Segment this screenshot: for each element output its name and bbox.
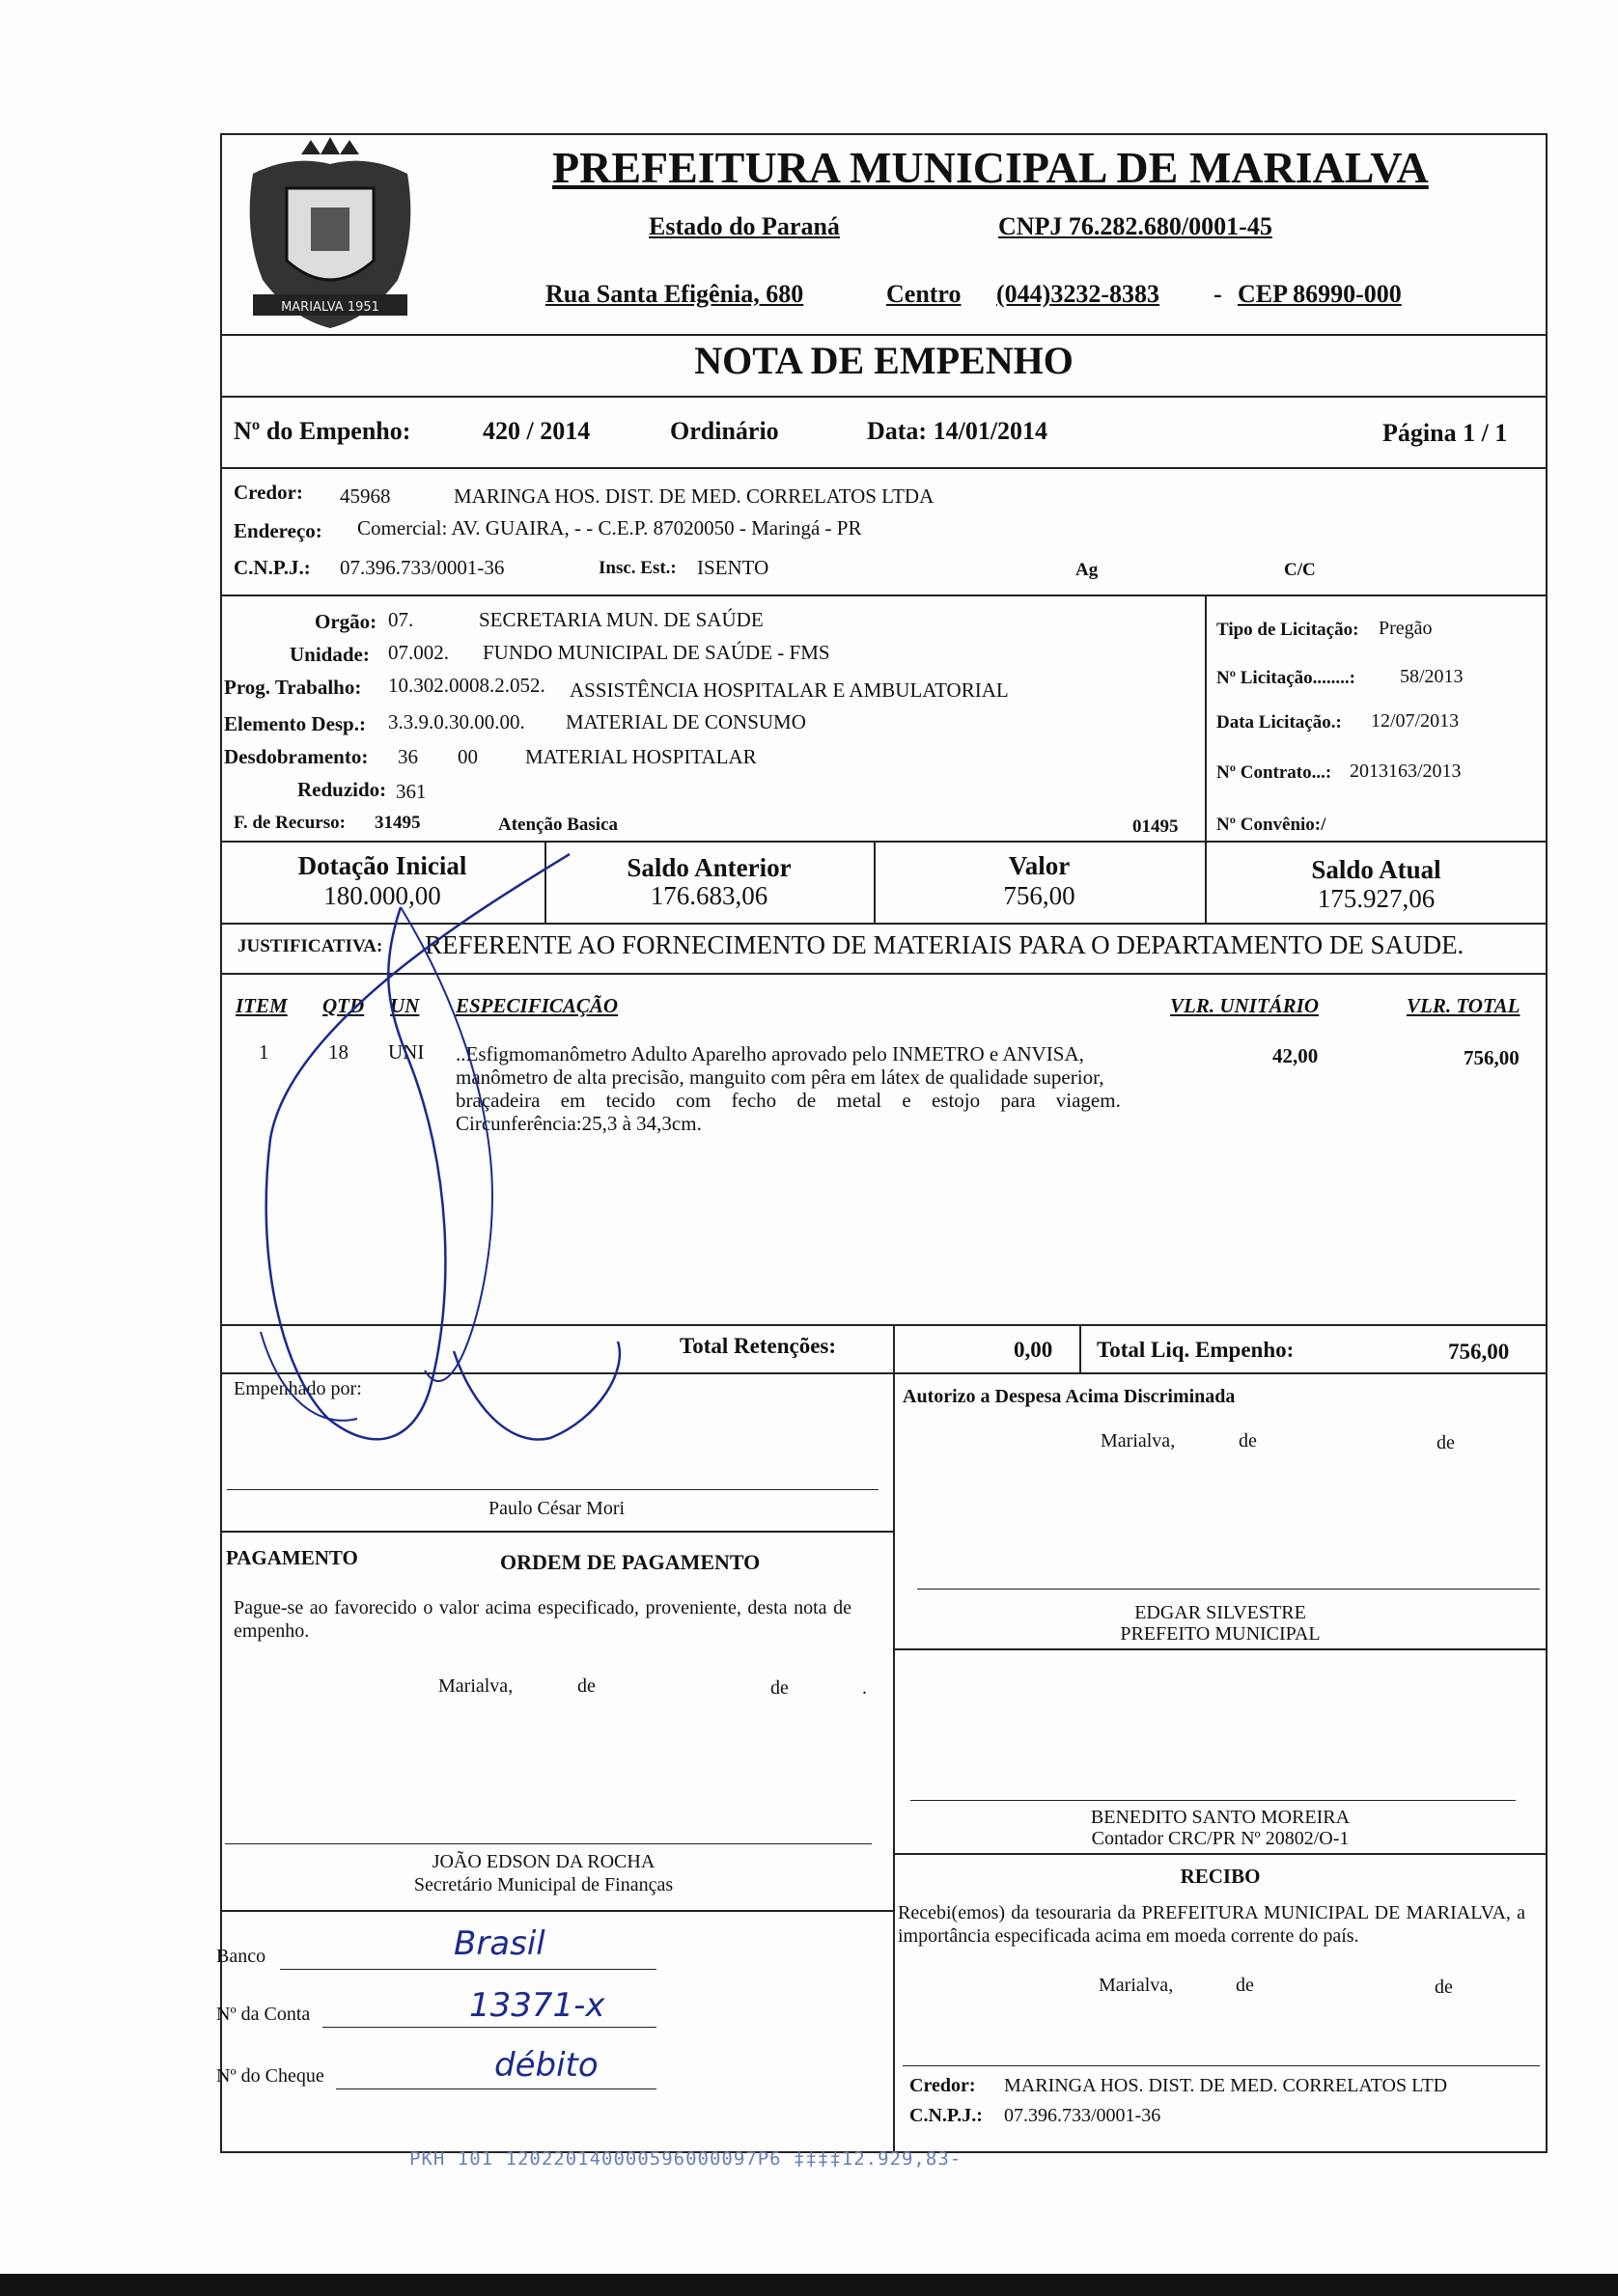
data-licitacao-value: 12/07/2013 xyxy=(1371,710,1460,732)
empenho-number: 420 / 2014 xyxy=(483,417,591,445)
endereco-text: Comercial: AV. GUAIRA, - - C.E.P. 87020050 - Maringá - PR xyxy=(357,516,862,539)
orgao-name: SECRETARIA MUN. DE SAÚDE xyxy=(479,608,764,631)
ag-label: Ag xyxy=(1075,560,1099,580)
recurso-code: 31495 xyxy=(375,813,421,833)
pagamento-de: de xyxy=(770,1677,789,1699)
conta-line xyxy=(322,2027,656,2028)
saldo-anterior-label: Saldo Anterior xyxy=(627,853,792,882)
conta-label: Nº da Conta xyxy=(216,2004,311,2025)
col-item: ITEM xyxy=(236,994,288,1017)
secretario-title: Secretário Municipal de Finanças xyxy=(413,1874,674,1895)
empenhado-label: Empenhado por: xyxy=(234,1378,362,1399)
total-liq-label: Total Liq. Empenho: xyxy=(1097,1338,1295,1362)
autorizo-city: Marialva, xyxy=(1101,1430,1176,1452)
empenhado-signer: Paulo César Mori xyxy=(488,1498,626,1519)
justificativa-label: JUSTIFICATIVA: xyxy=(237,936,383,956)
divider xyxy=(893,1324,895,1372)
signature-line xyxy=(227,1489,879,1490)
desdobramento-subcode: 00 xyxy=(458,745,478,768)
unidade-code: 07.002. xyxy=(388,641,449,664)
phone-text: (044)3232-8383 xyxy=(996,280,1159,308)
num-licitacao-label: Nº Licitação........: xyxy=(1216,668,1355,688)
item-qtd: 18 xyxy=(328,1040,349,1064)
desdobramento-label: Desdobramento: xyxy=(224,745,369,768)
saldo-atual-value: 175.927,06 xyxy=(1317,884,1436,913)
prog-name: ASSISTÊNCIA HOSPITALAR E AMBULATORIAL xyxy=(570,678,1009,702)
ordem-pagamento-label: ORDEM DE PAGAMENTO xyxy=(500,1550,761,1574)
retencoes-label: Total Retenções: xyxy=(680,1334,837,1358)
desdobramento-code: 36 xyxy=(398,745,418,768)
col-un: UN xyxy=(390,994,420,1017)
orgao-code: 07. xyxy=(388,608,414,631)
divider xyxy=(220,841,1548,843)
divider xyxy=(893,1372,895,2153)
centro-text: Centro xyxy=(886,280,962,308)
pagamento-de: de xyxy=(577,1675,596,1697)
divider xyxy=(220,334,1548,336)
credor-label: Credor: xyxy=(234,481,303,504)
recibo-cnpj: 07.396.733/0001-36 xyxy=(1004,2105,1161,2126)
credor-cnpj: 07.396.733/0001-36 xyxy=(340,556,505,579)
elemento-label: Elemento Desp.: xyxy=(224,712,366,735)
recibo-de: de xyxy=(1236,1975,1254,1996)
total-liq-value: 756,00 xyxy=(1448,1340,1510,1364)
contador-title: Contador CRC/PR Nº 20802/O-1 xyxy=(1091,1828,1350,1849)
banco-handwritten: Brasil xyxy=(454,1924,545,1963)
elemento-code: 3.3.9.0.30.00.00. xyxy=(388,710,525,733)
num-licitacao-value: 58/2013 xyxy=(1400,666,1464,687)
item-unit-value: 42,00 xyxy=(1272,1044,1319,1067)
recibo-label: RECIBO xyxy=(1180,1865,1261,1888)
empenho-date: Data: 14/01/2014 xyxy=(867,417,1048,445)
item-spec-line: manômetro de alta precisão, manguito com pêra em látex de qualidade superior, xyxy=(456,1065,1104,1089)
signature-line xyxy=(910,1800,1516,1801)
pagamento-text: Pague-se ao favorecido o valor acima especificado, proveniente, desta nota de empenho. xyxy=(234,1597,851,1642)
credor-name: MARINGA HOS. DIST. DE MED. CORRELATOS LTDA xyxy=(454,484,935,508)
page-number: Página 1 / 1 xyxy=(1382,419,1508,447)
contrato-label: Nº Contrato...: xyxy=(1216,762,1332,783)
signature-line xyxy=(903,2065,1540,2066)
recurso-number: 01495 xyxy=(1132,816,1179,837)
conta-handwritten: 13371-x xyxy=(469,1986,605,2025)
recibo-city: Marialva, xyxy=(1099,1975,1174,1996)
recibo-credor-label: Credor: xyxy=(909,2075,976,2096)
insc-value: ISENTO xyxy=(697,556,769,579)
seal-text: MARIALVA 1951 xyxy=(281,300,379,315)
reduzido-label: Reduzido: xyxy=(297,778,387,801)
saldo-anterior-value: 176.683,06 xyxy=(650,881,768,910)
dotacao-label: Dotação Inicial xyxy=(297,851,467,880)
dotacao-value: 180.000,00 xyxy=(323,881,441,910)
tipo-licitacao-label: Tipo de Licitação: xyxy=(1216,620,1359,640)
recurso-label: F. de Recurso: xyxy=(234,813,346,833)
contador-name: BENEDITO SANTO MOREIRA xyxy=(1090,1807,1351,1828)
recibo-credor-name: MARINGA HOS. DIST. DE MED. CORRELATOS LTD xyxy=(1004,2075,1448,2096)
cnpj-text: CNPJ 76.282.680/0001-45 xyxy=(998,212,1272,240)
divider xyxy=(893,1853,1548,1855)
endereco-label: Endereço: xyxy=(234,519,322,542)
prefeito-name: EDGAR SILVESTRE xyxy=(1134,1602,1306,1623)
desdobramento-name: MATERIAL HOSPITALAR xyxy=(525,745,757,768)
item-un: UNI xyxy=(388,1040,425,1064)
divider xyxy=(220,1910,893,1912)
orgao-label: Orgão: xyxy=(315,610,377,633)
item-spec-line: braçadeira em tecido com fecho de metal e estojo para viagem. xyxy=(456,1089,1121,1112)
doc-title: NOTA DE EMPENHO xyxy=(694,339,1074,382)
cheque-label: Nº do Cheque xyxy=(216,2065,324,2087)
footer-stamp: PKH 101 120220140000596000097P6 ‡‡‡‡12.929,83- xyxy=(409,2148,962,2170)
empenho-label: Nº do Empenho: xyxy=(234,417,411,445)
tipo-licitacao-value: Pregão xyxy=(1379,618,1433,639)
unidade-label: Unidade: xyxy=(290,643,370,666)
cheque-handwritten: débito xyxy=(494,2046,599,2085)
data-licitacao-label: Data Licitação.: xyxy=(1216,712,1342,733)
autorizo-de: de xyxy=(1437,1432,1455,1453)
dash-text: - xyxy=(1214,280,1222,308)
pagamento-label: PAGAMENTO xyxy=(226,1546,358,1569)
col-especificacao: ESPECIFICAÇÃO xyxy=(456,994,619,1017)
saldo-atual-label: Saldo Atual xyxy=(1311,855,1441,884)
recibo-text: Recebi(emos) da tesouraria da PREFEITURA MUNICIPAL DE MARIALVA, a importância especificada acima em moeda corrente do país. xyxy=(898,1902,1525,1947)
col-valor-total: VLR. TOTAL xyxy=(1407,994,1520,1017)
prog-code: 10.302.0008.2.052. xyxy=(388,674,545,697)
contrato-value: 2013163/2013 xyxy=(1350,761,1462,782)
coat-of-arms-icon xyxy=(234,135,427,338)
divider xyxy=(220,467,1548,469)
estado-text: Estado do Paraná xyxy=(649,212,840,240)
autorizo-label: Autorizo a Despesa Acima Discriminada xyxy=(903,1386,1236,1407)
empenho-tipo: Ordinário xyxy=(670,417,779,445)
prefeitura-title: PREFEITURA MUNICIPAL DE MARIALVA xyxy=(552,143,1429,192)
elemento-name: MATERIAL DE CONSUMO xyxy=(566,710,806,733)
scan-edge xyxy=(0,2274,1618,2296)
convenio-label: Nº Convênio:/ xyxy=(1216,815,1326,835)
pagamento-city: Marialva, xyxy=(438,1675,514,1697)
address-text: Rua Santa Efigênia, 680 xyxy=(545,280,804,308)
recibo-de: de xyxy=(1435,1977,1453,1998)
valor-value: 756,00 xyxy=(1003,881,1075,910)
banco-label: Banco xyxy=(216,1946,266,1967)
item-spec-line: ..Esfigmomanômetro Adulto Aparelho aprovado pelo INMETRO e ANVISA, xyxy=(456,1042,1084,1065)
justificativa-text: REFERENTE AO FORNECIMENTO DE MATERIAIS PARA O DEPARTAMENTO DE SAUDE. xyxy=(425,930,1465,959)
divider xyxy=(893,1648,1548,1650)
secretario-name: JOÃO EDSON DA ROCHA xyxy=(432,1851,656,1872)
cc-label: C/C xyxy=(1284,560,1316,580)
unidade-name: FUNDO MUNICIPAL DE SAÚDE - FMS xyxy=(483,641,830,664)
col-valor-unitario: VLR. UNITÁRIO xyxy=(1170,994,1320,1017)
prog-label: Prog. Trabalho: xyxy=(224,676,362,699)
divider xyxy=(220,396,1548,398)
item-total-value: 756,00 xyxy=(1464,1046,1520,1069)
retencoes-value: 0,00 xyxy=(1014,1338,1053,1362)
divider xyxy=(1205,595,1207,841)
banco-line xyxy=(280,1969,656,1970)
prefeito-title: PREFEITO MUNICIPAL xyxy=(1120,1623,1321,1645)
signature-line xyxy=(917,1589,1540,1590)
insc-label: Insc. Est.: xyxy=(599,558,677,578)
recurso-name: Atenção Basica xyxy=(498,815,619,835)
credor-code: 45968 xyxy=(340,484,391,508)
item-number: 1 xyxy=(259,1040,269,1064)
valor-label: Valor xyxy=(1008,851,1071,880)
pagamento-dot: . xyxy=(862,1677,867,1699)
pen-scribble-icon xyxy=(164,849,666,1467)
item-spec-line: Circunferência:25,3 à 34,3cm. xyxy=(456,1112,702,1135)
divider xyxy=(220,595,1548,596)
recibo-cnpj-label: C.N.P.J.: xyxy=(909,2105,983,2126)
divider xyxy=(220,1531,893,1533)
autorizo-de: de xyxy=(1239,1430,1257,1452)
col-qtd: QTD xyxy=(322,994,365,1017)
reduzido-value: 361 xyxy=(396,780,427,803)
cep-text: CEP 86990-000 xyxy=(1238,280,1402,308)
cnpj-label: C.N.P.J.: xyxy=(234,556,311,579)
divider xyxy=(1079,1324,1081,1372)
signature-line xyxy=(225,1843,872,1844)
